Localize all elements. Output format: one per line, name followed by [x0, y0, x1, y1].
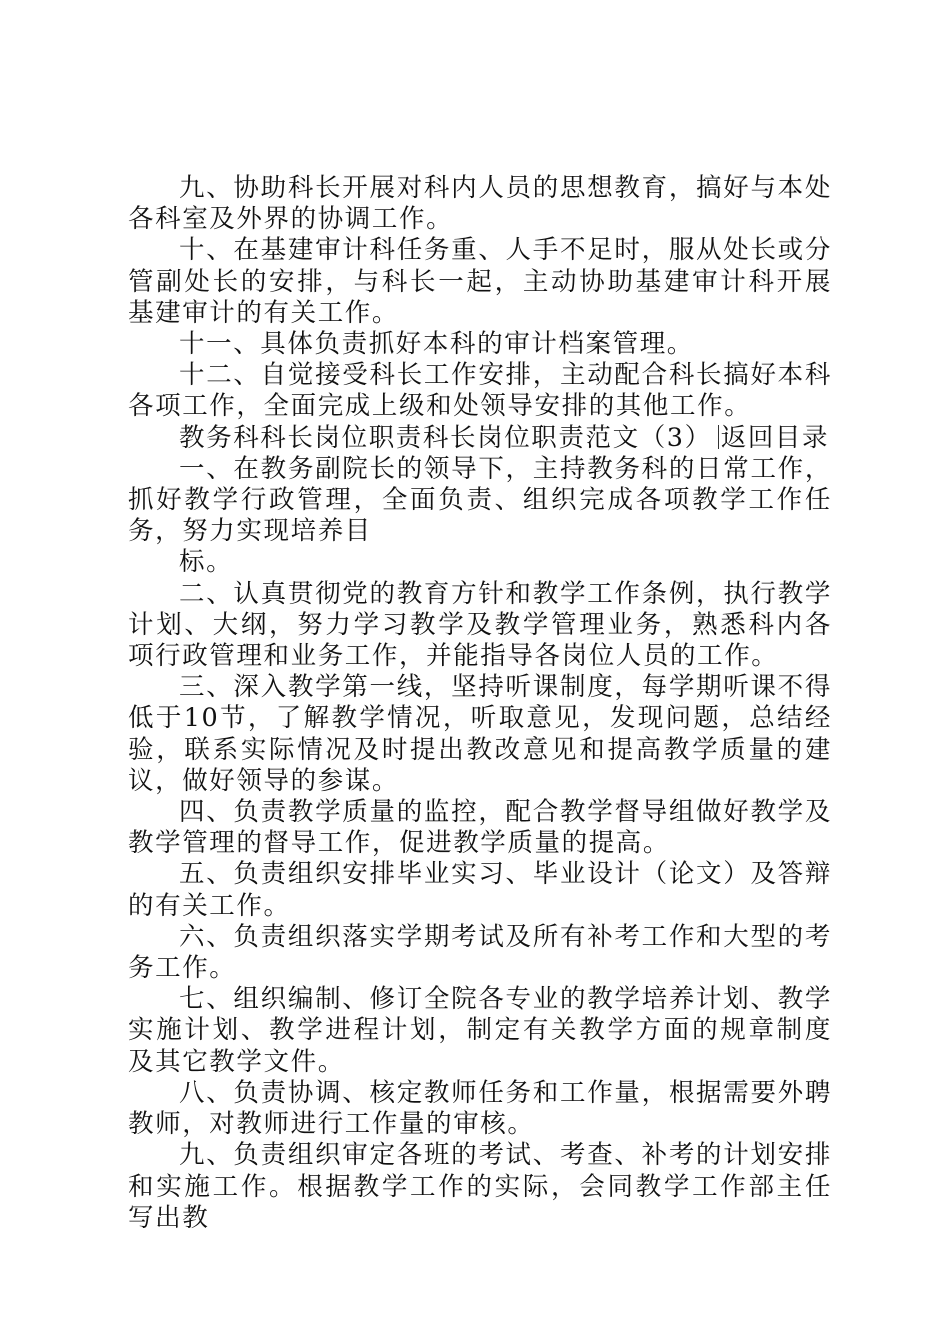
duty-paragraph-1-continuation: 标。: [179, 547, 234, 578]
duty-paragraph-4: 四、负责教学质量的监控，配合教学督导组做好教学及教学管理的督导工作，促进教学质量的提高。: [128, 797, 832, 859]
section-heading: 教务科科长岗位职责科长岗位职责范文（3）: [179, 422, 712, 453]
duty-paragraph-3: 三、深入教学第一线，坚持听课制度，每学期听课不得低于10节，了解教学情况，听取意见，发现问题，总结经验，联系实际情况及时提出教改意见和提高教学质量的建议，做好领导的参谋。: [128, 672, 832, 796]
duty-paragraph-5: 五、负责组织安排毕业实习、毕业设计（论文）及答辩的有关工作。: [128, 859, 832, 921]
paragraph-item-12: 十二、自觉接受科长工作安排，主动配合科长搞好本科各项工作，全面完成上级和处领导安排的其他工作。: [128, 360, 832, 422]
duty-paragraph-9: 九、负责组织审定各班的考试、考查、补考的计划安排和实施工作。根据教学工作的实际，会同教学工作部主任写出教: [128, 1140, 832, 1233]
paragraph-item-11: 十一、具体负责抓好本科的审计档案管理。: [179, 329, 694, 360]
duty-paragraph-6: 六、负责组织落实学期考试及所有补考工作和大型的考务工作。: [128, 921, 832, 984]
section-heading-line: [128, 423, 832, 454]
duty-paragraph-8: 八、负责协调、核定教师任务和工作量，根据需要外聘教师，对教师进行工作量的审核。: [128, 1077, 832, 1140]
duty-paragraph-7: 七、组织编制、修订全院各专业的教学培养计划、教学实施计划、教学进程计划，制定有关教学方面的规章制度及其它教学文件。: [128, 984, 832, 1077]
back-to-toc-link[interactable]: 返回目录: [720, 422, 830, 453]
paragraph-item-9: 九、协助科长开展对科内人员的思想教育，搞好与本处各科室及外界的协调工作。: [128, 173, 832, 235]
document-body: [128, 173, 832, 1234]
duty-paragraph-1: 一、在教务副院长的领导下，主持教务科的日常工作，抓好教学行政管理，全面负责、组织完成各项教学工作任务，努力实现培养目: [128, 453, 832, 547]
link-separator: [718, 425, 719, 449]
paragraph-item-10: 十、在基建审计科任务重、人手不足时，服从处长或分管副处长的安排，与科长一起，主动协助基建审计科开展基建审计的有关工作。: [128, 235, 832, 328]
duty-paragraph-2: 二、认真贯彻党的教育方针和教学工作条例，执行教学计划、大纲，努力学习教学及教学管理业务，熟悉科内各项行政管理和业务工作，并能指导各岗位人员的工作。: [128, 578, 832, 672]
